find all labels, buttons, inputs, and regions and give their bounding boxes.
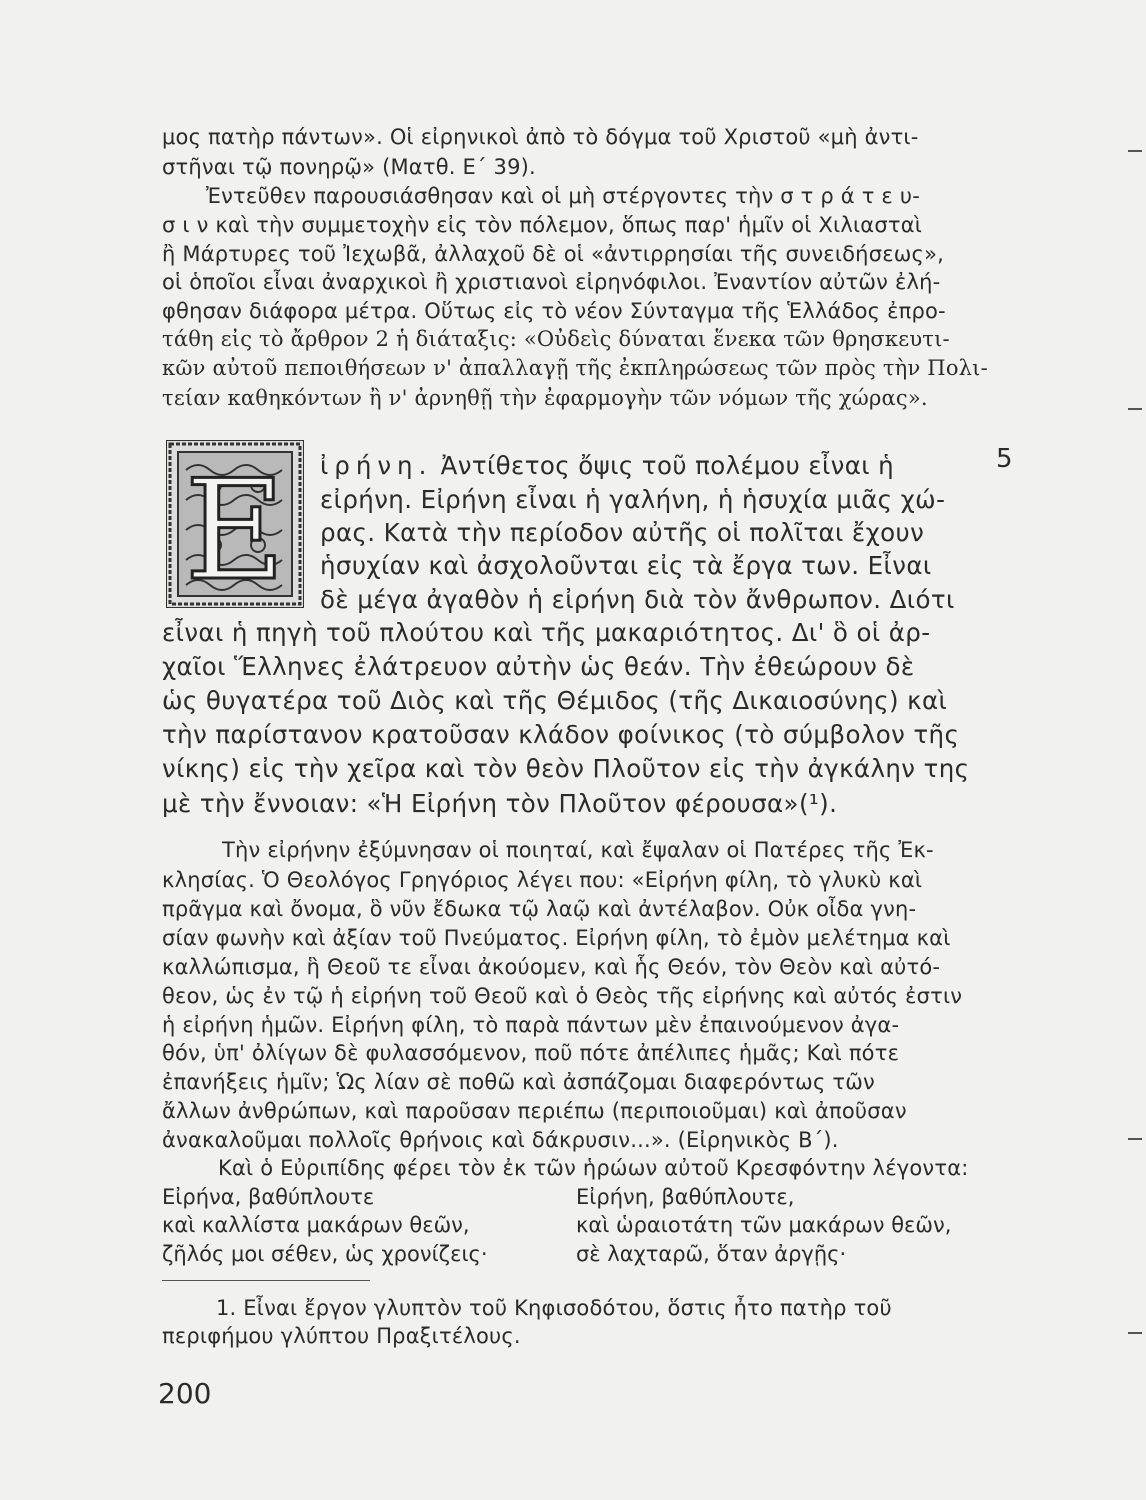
entry-line: ρας. Κατὰ τὴν περίοδον αὐτῆς οἱ πολῖται ἔχουν	[320, 518, 925, 547]
text-line: κῶν αὐτοῦ πεποιθήσεων ν' ἀπαλλαγῇ τῆς ἐκπληρώσεως τῶν πρὸς τὴν Πολι-	[162, 356, 988, 380]
verse-translation-line: καὶ ὡραιοτάτη τῶν μακάρων θεῶν,	[576, 1213, 952, 1237]
footnote-rule	[162, 1280, 370, 1281]
edge-mark	[1128, 1332, 1142, 1334]
entry-line: ἡσυχίαν καὶ ἀσχολοῦνται εἰς τὰ ἔργα των. Εἶναι	[320, 551, 932, 580]
entry-text: Ἀντίθετος ὄψις τοῦ πολέμου εἶναι ἡ	[440, 451, 895, 480]
entry-line: μὲ τὴν ἔννοιαν: «Ἡ Εἰρήνη τὸν Πλοῦτον φέρουσα»(¹).	[162, 789, 838, 818]
text-line: πρᾶγμα καὶ ὄνομα, ὃ νῦν ἔδωκα τῷ λαῷ καὶ ἀντέλαβον. Οὐκ οἶδα γνη-	[162, 897, 917, 921]
verse-original-line: ζῆλός μοι σέθεν, ὡς χρονίζεις·	[162, 1242, 488, 1266]
text-line: θόν, ὑπ' ὀλίγων δὲ φυλασσόμενον, ποῦ πότε ἀπέλιπες ἡμᾶς; Καὶ πότε	[162, 1041, 900, 1065]
text-line: φθησαν διάφορα μέτρα. Οὕτως εἰς τὸ νέον Σύνταγμα τῆς Ἑλλάδος ἐπρο-	[162, 299, 946, 323]
text-line: τείαν καθηκόντων ἢ ν' ἀρνηθῇ τὴν ἐφαρμογὴν τῶν νόμων τῆς χώρας».	[162, 386, 928, 410]
text-line: θεον, ὡς ἐν τῷ ἡ εἰρήνη τοῦ Θεοῦ καὶ ὁ Θεὸς τῆς εἰρήνης καὶ αὐτός ἐστιν	[162, 984, 963, 1008]
page-number: 200	[158, 1377, 212, 1410]
entry-line: νίκης) εἰς τὴν χεῖρα καὶ τὸν θεὸν Πλοῦτον εἰς τὴν ἀγκάλην της	[162, 754, 970, 783]
text-line: ἢ Μάρτυρες τοῦ Ἰεχωβᾶ, ἀλλαχοῦ δὲ οἱ «ἀντιρρησίαι τῆς συνειδήσεως»,	[162, 242, 944, 266]
margin-number: 5	[996, 444, 1013, 474]
text-line: κλησίας. Ὁ Θεολόγος Γρηγόριος λέγει που: «Εἰρήνη φίλη, τὸ γλυκὺ καὶ	[162, 868, 923, 892]
entry-line: δὲ μέγα ἀγαθὸν ἡ εἰρήνη διὰ τὸν ἄνθρωπον. Διότι	[320, 585, 955, 614]
verse-translation-line: Εἰρήνη, βαθύπλουτε,	[576, 1185, 795, 1209]
text-line: στῆναι τῷ πονηρῷ» (Ματθ. Ε΄ 39).	[162, 155, 536, 179]
text-line: Καὶ ὁ Εὐριπίδης φέρει τὸν ἐκ τῶν ἡρώων αὐτοῦ Κρεσφόντην λέγοντα:	[218, 1156, 969, 1180]
text-line: ἡ εἰρήνη ἡμῶν. Εἰρήνη φίλη, τὸ παρὰ πάντων μὲν ἐπαινούμενον ἀγα-	[162, 1013, 900, 1037]
text-line: καλλώπισμα, ἣ Θεοῦ τε εἶναι ἀκούομεν, καὶ ἧς Θεόν, τὸν Θεὸν καὶ αὐτό-	[162, 955, 941, 979]
text-line: ἐπανήξεις ἡμῖν; Ὡς λίαν σὲ ποθῶ καὶ ἀσπάζομαι διαφερόντως τῶν	[162, 1070, 875, 1094]
text-line: ἀνακαλοῦμαι πολλοῖς θρήνοις καὶ δάκρυσιν...». (Εἰρηνικὸς Β΄).	[162, 1128, 839, 1152]
headword: ἰρήνη.	[320, 451, 433, 480]
edge-mark	[1128, 1138, 1142, 1140]
entry-line: χαῖοι Ἕλληνες ἐλάτρευον αὐτὴν ὡς θεάν. Τὴν ἐθεώρουν δὲ	[162, 652, 915, 681]
drop-cap-letter: Ε	[184, 450, 286, 608]
text-line: σ ι ν καὶ τὴν συμμετοχὴν εἰς τὸν πόλεμον, ὅπως παρ' ἡμῖν οἱ Χιλιασταὶ	[162, 213, 923, 237]
entry-line: εἶναι ἡ πηγὴ τοῦ πλούτου καὶ τῆς μακαριότητος. Δι' ὃ οἱ ἀρ-	[162, 618, 931, 647]
text-line: οἱ ὁποῖοι εἶναι ἀναρχικοὶ ἢ χριστιανοὶ εἰρηνόφιλοι. Ἐναντίον αὐτῶν ἐλή-	[162, 270, 941, 294]
entry-line: ὡς θυγατέρα τοῦ Διὸς καὶ τῆς Θέμιδος (τῆς Δικαιοσύνης) καὶ	[162, 686, 948, 715]
edge-mark	[1128, 150, 1142, 152]
text-line: ἄλλων ἀνθρώπων, καὶ παροῦσαν περιέπω (περιποιοῦμαι) καὶ ἀποῦσαν	[162, 1099, 907, 1123]
entry-line	[320, 451, 1000, 480]
entry-line: εἰρήνη. Εἰρήνη εἶναι ἡ γαλήνη, ἡ ἡσυχία μιᾶς χώ-	[320, 485, 946, 514]
entry-line: τὴν παρίστανον κρατοῦσαν κλάδον φοίνικος (τὸ σύμβολον τῆς	[162, 720, 960, 749]
text-line: Ἐντεῦθεν παρουσιάσθησαν καὶ οἱ μὴ στέργοντες τὴν σ τ ρ ά τ ε υ-	[206, 184, 920, 208]
text-line: Τὴν εἰρήνην ἐξύμνησαν οἱ ποιηταί, καὶ ἔψαλαν οἱ Πατέρες τῆς Ἐκ-	[222, 838, 934, 862]
text-line: μος πατὴρ πάντων». Οἱ εἰρηνικοὶ ἀπὸ τὸ δόγμα τοῦ Χριστοῦ «μὴ ἀντι-	[162, 125, 919, 149]
ornamental-drop-cap	[166, 440, 304, 608]
footnote-line: 1. Εἶναι ἔργον γλυπτὸν τοῦ Κηφισοδότου, ὅστις ἦτο πατὴρ τοῦ	[216, 1296, 892, 1320]
edge-mark	[1128, 408, 1142, 410]
text-line: τάθη εἰς τὸ ἄρθρον 2 ἡ διάταξις: «Οὐδεὶς δύναται ἕνεκα τῶν θρησκευτι-	[162, 327, 950, 351]
verse-original-line: Εἰρήνα, βαθύπλουτε	[162, 1185, 375, 1209]
verse-original-line: καὶ καλλίστα μακάρων θεῶν,	[162, 1213, 470, 1237]
footnote-line: περιφήμου γλύπτου Πραξιτέλους.	[162, 1324, 521, 1348]
text-line: σίαν φωνὴν καὶ ἀξίαν τοῦ Πνεύματος. Εἰρήνη φίλη, τὸ ἐμὸν μελέτημα καὶ	[162, 926, 951, 950]
verse-translation-line: σὲ λαχταρῶ, ὅταν ἀργῇς·	[576, 1242, 847, 1266]
